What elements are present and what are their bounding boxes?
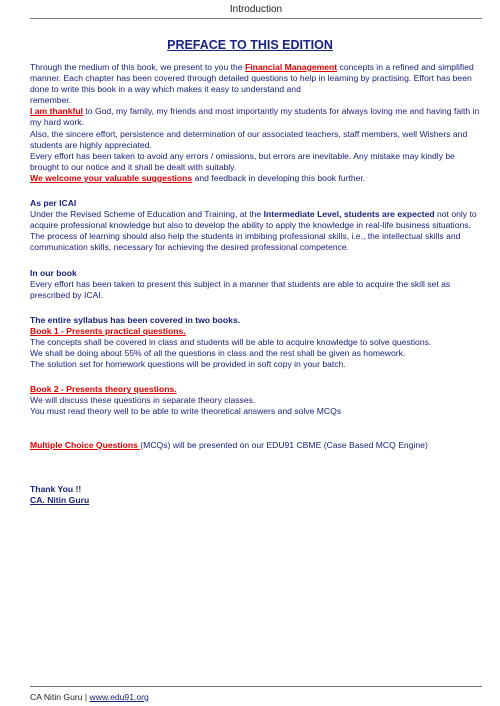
- mcq-text: (MCQs) will be presented on our EDU91 CBME (Case Based MCQ Engine): [140, 439, 428, 450]
- icai-text-a: Under the Revised Scheme of Education and Training, at the: [30, 209, 264, 220]
- book1-line1: The concepts shall be covered in class and students will be able to acquire knowledge to solve questions.: [30, 336, 432, 347]
- mcq-highlight: Multiple Choice Questions: [30, 439, 141, 450]
- syllabus-heading: The entire syllabus has been covered in two books.: [30, 314, 241, 325]
- intro-paragraph: [30, 62, 486, 106]
- book1-line2: We shall be doing about 55% of all the questions in class and the rest shall be given as homework.: [30, 348, 406, 359]
- icai-text-b: not only to acquire professional knowledge but also to develop the ability to apply the knowledge in real-life business situations. The process of learning should also help the students in imbibing professional skills, i.e., the intellectual skills and communication skills, necessary for achieving the desired professional competence.: [30, 209, 477, 253]
- book1-line3: The solution set for homework questions will be provided in soft copy in your batch.: [30, 359, 346, 370]
- suggestions-paragraph: [30, 173, 486, 184]
- suggestions-highlight: We welcome your valuable suggestions: [30, 172, 193, 183]
- book1-heading: Book 1 - Presents practical questions.: [30, 325, 186, 336]
- thanks-text: to God, my family, my friends and most importantly my students for always loving me and having faith in my hard work.: [30, 106, 480, 128]
- intermediate-level-bold: Intermediate Level: [263, 209, 340, 220]
- mcq-paragraph: [30, 440, 486, 451]
- thankful-highlight: I am thankful: [30, 106, 84, 117]
- our-book-heading: In our book: [30, 267, 77, 278]
- header-title: Introduction: [229, 4, 283, 15]
- suggestions-text: and feedback in developing this book further.: [192, 172, 366, 183]
- students-expected-bold: students are expected: [343, 209, 435, 220]
- icai-paragraph: [30, 209, 486, 253]
- our-book-text: Every effort has been taken to present this subject in a manner that students are able to acquire the skill set as prescribed by ICAI.: [30, 278, 451, 300]
- footer-website-link[interactable]: www.edu91.org: [89, 692, 149, 702]
- financial-management-highlight: Financial Management: [244, 62, 338, 72]
- book2-line2: You must read theory well to be able to write theoretical answers and solve MCQs: [30, 406, 342, 417]
- preface-body: [30, 62, 486, 506]
- appreciation-paragraph: Also, the sincere effort, persistence and determination of our associated teachers, staff members, well Wishers and students are highly appreciated.: [30, 128, 468, 150]
- thank-you: Thank You !!: [30, 483, 82, 494]
- author-signature: CA. Nitin Guru: [30, 494, 90, 505]
- footer-author: CA Nitin Guru |: [30, 692, 90, 702]
- page-title: PREFACE TO THIS EDITION: [167, 38, 333, 52]
- page-footer: [30, 686, 482, 702]
- page-header: [30, 4, 482, 19]
- intro-text-c: remember.: [30, 95, 72, 106]
- icai-comma: ,: [339, 209, 344, 220]
- book2-line1: We will discuss these questions in separate theory classes.: [30, 395, 256, 406]
- intro-text-b: concepts in a refined and simplified manner. Each chapter has been covered through detailed questions to help in learning by practising. Effort has been done to write this book in a way which makes it easy to understand and: [30, 62, 474, 95]
- thanks-paragraph: [30, 106, 486, 128]
- book2-heading: Book 2 - Presents theory questions.: [30, 384, 177, 395]
- icai-heading: As per ICAI: [30, 198, 77, 209]
- errors-paragraph: Every effort has been taken to avoid any errors / omissions, but errors are inevitable. Any mistake may kindly be brought to our notice and it shall be dealt with suitably.: [30, 150, 455, 172]
- intro-text-a: Through the medium of this book, we present to you the: [30, 62, 245, 72]
